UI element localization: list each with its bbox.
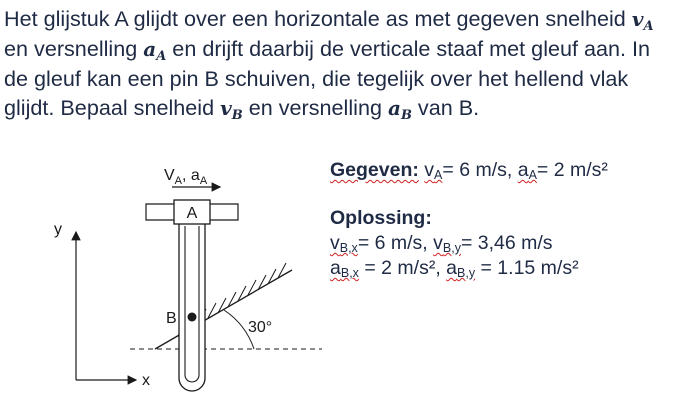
slider-a-label: A [186, 205, 198, 222]
answer-panel [330, 158, 670, 281]
vby-symbol: $v_{B,y}$ [433, 232, 461, 255]
problem-statement [4, 4, 669, 123]
pin-b [188, 313, 197, 322]
given-va-symbol: $v_A$ [424, 159, 443, 182]
velocity-b-symbol: $v_B$ [220, 96, 243, 123]
given-line [330, 158, 670, 183]
slot [185, 226, 199, 382]
vby-value: = 3,46 m/s [460, 232, 553, 254]
x-axis-label: x [142, 372, 150, 389]
vbx-symbol: $v_{B,x}$ [330, 232, 358, 255]
problem-text-2: en versnelling [4, 36, 144, 61]
angle-label: 30° [248, 319, 273, 336]
problem-text-5: van B. [411, 95, 480, 120]
problem-text-1: Het glijstuk A glijdt over een horizontale as met gegeven snelheid [4, 6, 632, 31]
given-aa-symbol: $a_A$ [517, 159, 537, 182]
mechanism-diagram [40, 160, 330, 395]
abx-value: = 2 m/s², [358, 257, 447, 279]
problem-text-3: en drijft daarbij de verticale staaf met gleuf aan. In de gleuf kan een pin B schuiven, die tegelijk over het hellend vlak glijdt. Bepaal snelheid [4, 36, 651, 120]
solution-title: Oplossing: [330, 207, 432, 229]
given-title: Gegeven: [330, 159, 419, 181]
pin-b-label: B [166, 310, 177, 327]
abx-symbol: $a_{B,x}$ [330, 257, 359, 280]
velocity-a-symbol: $v_A$ [631, 7, 654, 34]
solution-acceleration-line [330, 256, 670, 281]
aby-value: = 1.15 m/s² [475, 257, 579, 279]
aby-symbol: $a_{B,y}$ [446, 257, 476, 280]
solution-velocity-line [330, 231, 670, 256]
acceleration-b-symbol: $a_B$ [387, 96, 412, 123]
given-aa-value: = 2 m/s² [536, 159, 608, 181]
spacer [330, 183, 670, 206]
y-axis-label: y [54, 221, 62, 238]
acceleration-a-symbol: $a_A$ [143, 37, 167, 64]
vbx-value: = 6 m/s, [357, 232, 434, 254]
problem-text-4: en versnelling [242, 95, 388, 120]
velocity-acceleration-label: $V_A$, $a_A$ [164, 167, 208, 187]
given-va-value: = 6 m/s, [442, 159, 518, 181]
